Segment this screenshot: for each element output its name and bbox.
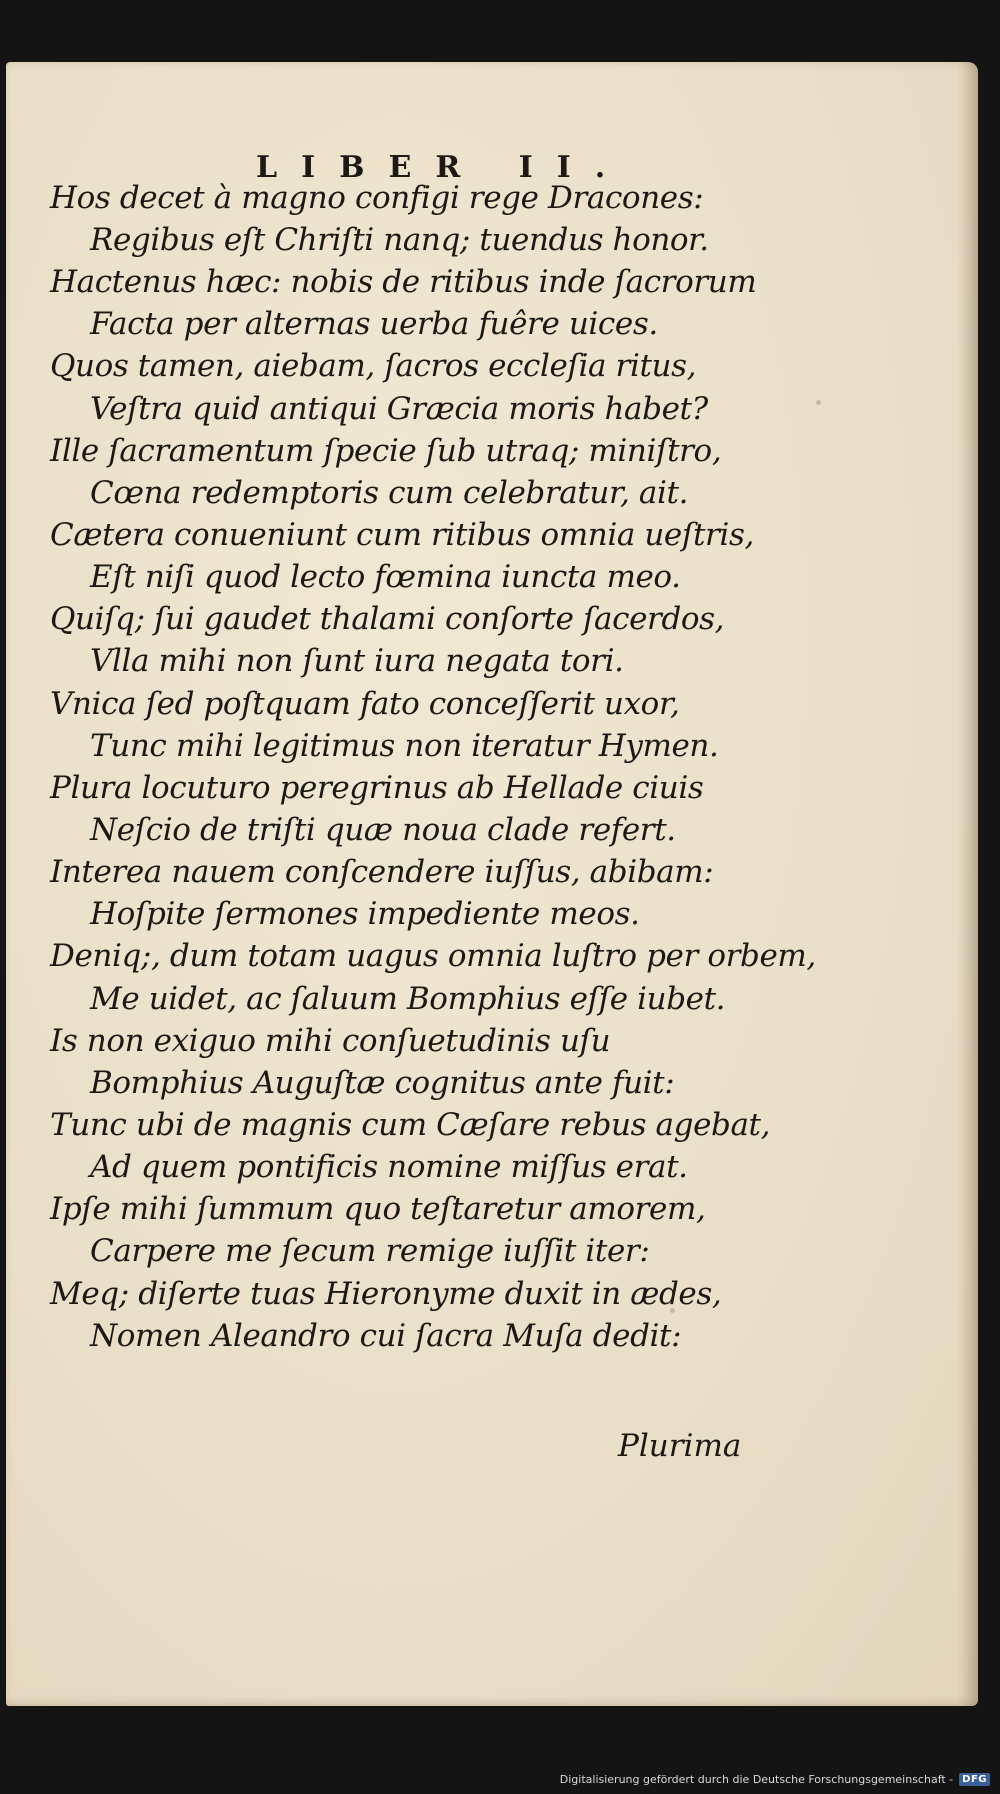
verse-line: Me uidet, ac ſaluum Bomphius eſſe iubet. [90, 981, 726, 1017]
verse-line: Ipſe mihi ſummum quo teſtaretur amorem, [50, 1191, 706, 1227]
verse-line: Quiſq; ſui gaudet thalami conſorte ſacerdos, [50, 601, 725, 637]
verse-line: Cætera conueniunt cum ritibus omnia ueſtris, [50, 517, 754, 553]
verse-line: Hos decet à magno configi rege Dracones: [50, 180, 704, 216]
verse-line: Nomen Aleandro cui ſacra Muſa dedit: [90, 1318, 682, 1354]
verse-line: Regibus eſt Chriſti nanq; tuendus honor. [90, 222, 709, 258]
verse-line: Ille ſacramentum ſpecie ſub utraq; miniſtro, [50, 433, 722, 469]
verse-line: Deniq;, dum totam uagus omnia luſtro per orbem, [50, 938, 816, 974]
verse-line: Vlla mihi non ſunt iura negata tori. [90, 643, 624, 679]
verse-line: Hactenus hæc: nobis de ritibus inde ſacrorum [50, 264, 757, 300]
verse-line: Bomphius Auguſtæ cognitus ante fuit: [90, 1065, 675, 1101]
verse-line: Ad quem pontificis nomine miſſus erat. [90, 1149, 688, 1185]
verse-line: Quos tamen, aiebam, ſacros eccleſia ritus, [50, 348, 697, 384]
running-head: LIBER II. [256, 150, 630, 185]
verse-line: Neſcio de triſti quæ noua clade refert. [90, 812, 676, 848]
page-edge-shadow [956, 62, 978, 1706]
digitization-credit [560, 1770, 990, 1788]
verse-line: Vnica ſed poſtquam fato conceſſerit uxor, [50, 686, 680, 722]
paper-spot [670, 1308, 675, 1313]
verse-line: Cœna redemptoris cum celebratur, ait. [90, 475, 689, 511]
verse-line: Meq; diſerte tuas Hieronyme duxit in ædes, [50, 1276, 722, 1312]
paper-spot [674, 988, 677, 991]
verse-line: Interea nauem conſcendere iuſſus, abibam: [50, 854, 714, 890]
verse-line: Carpere me ſecum remige iuſſit iter: [90, 1233, 650, 1269]
verse-line: Plura locuturo peregrinus ab Hellade ciuis [50, 770, 704, 806]
dfg-logo-icon: DFG [959, 1773, 990, 1786]
catchword: Plurima [618, 1428, 742, 1464]
verse-line: Veſtra quid antiqui Græcia moris habet? [90, 391, 708, 427]
verse-line: Tunc mihi legitimus non iteratur Hymen. [90, 728, 719, 764]
verse-line: Eſt niſi quod lecto fœmina iuncta meo. [90, 559, 681, 595]
verse-line: Tunc ubi de magnis cum Cæſare rebus agebat, [50, 1107, 771, 1143]
credit-text: Digitalisierung gefördert durch die Deutsche Forschungsgemeinschaft - [559, 1772, 954, 1786]
verse-line: Facta per alternas uerba fuêre uices. [90, 306, 658, 342]
book-page [6, 62, 978, 1706]
verse-line: Hoſpite ſermones impediente meos. [90, 896, 640, 932]
paper-spot [816, 400, 821, 405]
verse-line: Is non exiguo mihi conſuetudinis uſu [50, 1023, 611, 1059]
